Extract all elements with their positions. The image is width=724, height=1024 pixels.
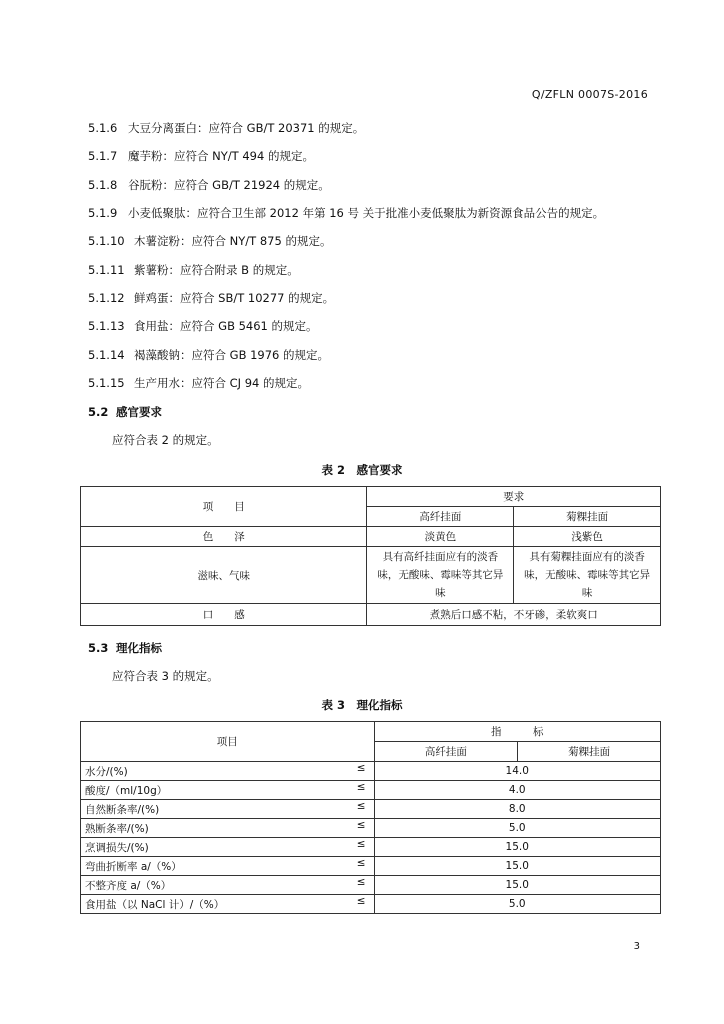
table-header-item: 项 目 [81, 487, 367, 527]
le-symbol: ≤ [356, 800, 366, 812]
row-item-label: 水分/(%) [85, 765, 128, 778]
table-header-col2: 菊粿挂面 [518, 742, 661, 762]
row-col1-value: 淡黄色 [367, 527, 514, 547]
clause-5-1-15 [88, 375, 309, 391]
clause-5-1-7 [88, 148, 314, 164]
clause-5-1-12 [88, 290, 334, 306]
table-2-sensory [80, 486, 661, 626]
row-value: 14.0 [374, 762, 661, 781]
row-merged-value: 煮熟后口感不粘，不牙碜，柔软爽口 [367, 604, 661, 626]
le-symbol: ≤ [356, 819, 366, 831]
clause-number: 5.1.7 [88, 149, 118, 163]
table-2-caption: 表 2 感官要求 [321, 463, 403, 477]
clause-text: 鲜鸡蛋：应符合 SB/T 10277 的规定。 [134, 291, 335, 305]
table-row [81, 527, 661, 547]
row-col2-value: 具有菊粿挂面应有的淡香味，无酸味、霉味等其它异味 [514, 547, 661, 604]
row-item-label: 酸度/（ml/10g） [85, 784, 168, 797]
table-row [81, 762, 661, 781]
table-row [81, 547, 661, 604]
page-number: 3 [633, 941, 640, 952]
table-row [81, 876, 661, 895]
clause-5-1-14 [88, 347, 329, 363]
clause-text: 大豆分离蛋白：应符合 GB/T 20371 的规定。 [128, 121, 365, 135]
le-symbol: ≤ [356, 838, 366, 850]
table-header-col1: 高纤挂面 [367, 507, 514, 527]
le-symbol: ≤ [356, 762, 366, 774]
clause-number: 5.1.12 [88, 291, 125, 305]
row-item: 口 感 [81, 604, 367, 626]
section-5-3-text: 应符合表 3 的规定。 [112, 669, 219, 683]
section-number: 5.3 [88, 641, 109, 655]
row-item: 滋味、气味 [81, 547, 367, 604]
clause-text: 木薯淀粉：应符合 NY/T 875 的规定。 [134, 234, 332, 248]
clause-5-1-10 [88, 233, 331, 249]
clause-text: 食用盐：应符合 GB 5461 的规定。 [134, 319, 318, 333]
row-col2-value: 浅紫色 [514, 527, 661, 547]
row-item [81, 857, 375, 876]
row-item [81, 819, 375, 838]
clause-5-1-11 [88, 262, 299, 278]
row-value: 5.0 [374, 819, 661, 838]
table-3-caption: 表 3 理化指标 [321, 698, 403, 712]
table-row [81, 838, 661, 857]
table-3-physicochemical [80, 721, 661, 914]
clause-5-1-13 [88, 318, 318, 334]
clause-5-1-9 [88, 205, 604, 221]
row-item-label: 弯曲折断率 a/（%） [85, 860, 182, 873]
table-header-col1: 高纤挂面 [374, 742, 518, 762]
clause-number: 5.1.10 [88, 234, 125, 248]
row-item-label: 熟断条率/(%) [85, 822, 149, 835]
row-item-label: 食用盐（以 NaCl 计）/（%） [85, 898, 225, 911]
row-item-label: 烹调损失/(%) [85, 841, 149, 854]
row-item [81, 876, 375, 895]
le-symbol: ≤ [356, 876, 366, 888]
clause-5-1-8 [88, 177, 330, 193]
section-5-3-heading [88, 640, 162, 656]
clause-text: 紫薯粉：应符合附录 B 的规定。 [134, 263, 299, 277]
standard-code: Q/ZFLN 0007S-2016 [531, 88, 648, 101]
table-row [81, 781, 661, 800]
le-symbol: ≤ [356, 781, 366, 793]
clause-number: 5.1.9 [88, 206, 118, 220]
row-item [81, 838, 375, 857]
row-value: 8.0 [374, 800, 661, 819]
row-value: 15.0 [374, 857, 661, 876]
row-value: 4.0 [374, 781, 661, 800]
clause-number: 5.1.6 [88, 121, 118, 135]
clause-text: 魔芋粉：应符合 NY/T 494 的规定。 [128, 149, 314, 163]
row-col1-value: 具有高纤挂面应有的淡香味，无酸味、霉味等其它异味 [367, 547, 514, 604]
table-row [81, 857, 661, 876]
table-row [81, 895, 661, 914]
clause-text: 生产用水：应符合 CJ 94 的规定。 [134, 376, 310, 390]
clause-text: 小麦低聚肽：应符合卫生部 2012 年第 16 号 关于批准小麦低聚肽为新资源食品公告的规定。 [128, 206, 605, 220]
clause-text: 谷朊粉：应符合 GB/T 21924 的规定。 [128, 178, 330, 192]
table-row [81, 819, 661, 838]
section-number: 5.2 [88, 405, 109, 419]
row-item [81, 895, 375, 914]
clause-text: 褐藻酸钠：应符合 GB 1976 的规定。 [134, 348, 330, 362]
table-header-col2: 菊粿挂面 [514, 507, 661, 527]
clause-number: 5.1.15 [88, 376, 125, 390]
clause-number: 5.1.8 [88, 178, 118, 192]
table-row [81, 604, 661, 626]
row-item [81, 800, 375, 819]
section-5-2-text: 应符合表 2 的规定。 [112, 433, 219, 447]
row-value: 15.0 [374, 838, 661, 857]
row-value: 5.0 [374, 895, 661, 914]
row-item [81, 781, 375, 800]
section-5-2-heading [88, 404, 162, 420]
row-value: 15.0 [374, 876, 661, 895]
clause-5-1-6 [88, 120, 364, 136]
table-header-requirement: 要求 [367, 487, 661, 507]
row-item-label: 不整齐度 a/（%） [85, 879, 172, 892]
row-item [81, 762, 375, 781]
table-header-item: 项目 [81, 722, 375, 762]
table-header-index: 指 标 [374, 722, 661, 742]
table-row [81, 800, 661, 819]
le-symbol: ≤ [356, 895, 366, 907]
le-symbol: ≤ [356, 857, 366, 869]
section-title: 理化指标 [116, 641, 162, 655]
clause-number: 5.1.13 [88, 319, 125, 333]
clause-number: 5.1.14 [88, 348, 125, 362]
clause-number: 5.1.11 [88, 263, 125, 277]
row-item-label: 自然断条率/(%) [85, 803, 160, 816]
row-item: 色 泽 [81, 527, 367, 547]
section-title: 感官要求 [116, 405, 162, 419]
